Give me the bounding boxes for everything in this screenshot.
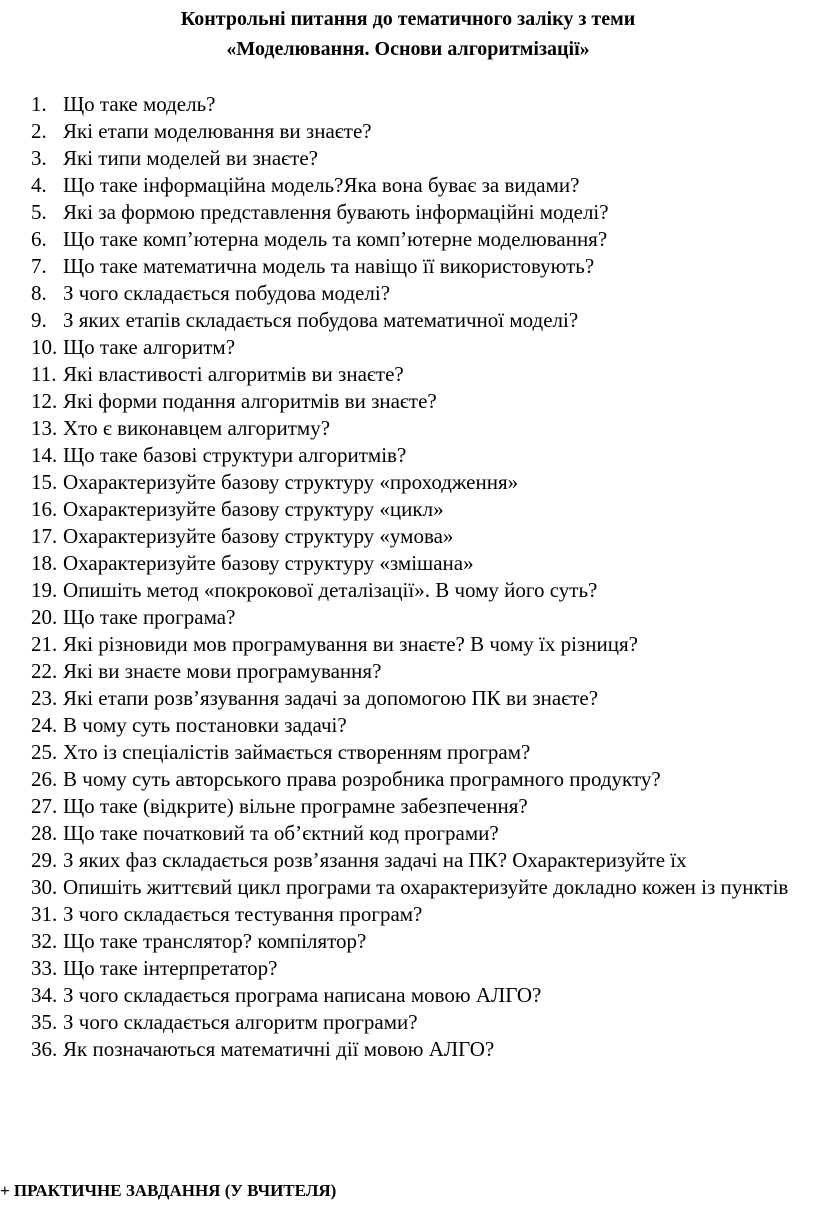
question-item: [0, 901, 816, 928]
question-item: [0, 712, 816, 739]
question-number: 14.: [31, 443, 58, 467]
question-text: Які форми подання алгоритмів ви знаєте?: [63, 389, 437, 413]
question-number: 9.: [31, 308, 47, 332]
question-number: 16.: [31, 497, 58, 521]
question-text: Які властивості алгоритмів ви знаєте?: [63, 362, 404, 386]
question-text: Охарактеризуйте базову структуру «цикл»: [63, 497, 444, 521]
question-item: [0, 307, 816, 334]
question-number: 2.: [31, 119, 47, 143]
question-item: [0, 1009, 816, 1036]
question-text: Які різновиди мов програмування ви знаєте? В чому їх різниця?: [63, 632, 638, 656]
question-text: Що таке (відкрите) вільне програмне забезпечення?: [63, 794, 528, 818]
question-text: Які етапи розв’язування задачі за допомогою ПК ви знаєте?: [63, 686, 599, 710]
question-number: 22.: [31, 659, 58, 683]
question-text: Що таке алгоритм?: [63, 335, 236, 359]
question-text: Які за формою представлення бувають інформаційні моделі?: [63, 200, 609, 224]
question-text: Охарактеризуйте базову структуру «умова»: [63, 524, 454, 548]
question-number: 4.: [31, 173, 47, 197]
question-text: З яких етапів складається побудова математичної моделі?: [63, 308, 579, 332]
question-number: 12.: [31, 389, 58, 413]
question-number: 32.: [31, 929, 58, 953]
question-number: 10.: [31, 335, 58, 359]
question-number: 31.: [31, 902, 58, 926]
question-item: [0, 91, 816, 118]
question-number: 8.: [31, 281, 47, 305]
question-number: 34.: [31, 983, 58, 1007]
question-number: 20.: [31, 605, 58, 629]
question-item: [0, 685, 816, 712]
question-number: 17.: [31, 524, 58, 548]
question-number: 26.: [31, 767, 58, 791]
question-item: [0, 334, 816, 361]
question-text: Хто із спеціалістів займається створенням програм?: [63, 740, 531, 764]
question-text: В чому суть постановки задачі?: [63, 713, 347, 737]
question-item: [0, 415, 816, 442]
question-item: [0, 388, 816, 415]
document-title-line-1: Контрольні питання до тематичного заліку з теми: [180, 8, 636, 30]
question-text: Охарактеризуйте базову структуру «змішана»: [63, 551, 474, 575]
question-item: [0, 118, 816, 145]
question-item: [0, 577, 816, 604]
question-number: 13.: [31, 416, 58, 440]
question-text: Які типи моделей ви знаєте?: [63, 146, 319, 170]
question-item: [0, 739, 816, 766]
question-item: [0, 1036, 816, 1063]
question-item: [0, 253, 816, 280]
question-number: 5.: [31, 200, 47, 224]
question-item: [0, 793, 816, 820]
question-item: [0, 226, 816, 253]
question-text: В чому суть авторського права розробника програмного продукту?: [63, 767, 661, 791]
question-text: Які етапи моделювання ви знаєте?: [63, 119, 372, 143]
question-text: З яких фаз складається розв’язання задачі на ПК? Охарактеризуйте їх: [63, 848, 687, 872]
question-number: 6.: [31, 227, 47, 251]
question-number: 25.: [31, 740, 58, 764]
question-number: 27.: [31, 794, 58, 818]
question-number: 24.: [31, 713, 58, 737]
question-list: [0, 91, 816, 1063]
question-number: 23.: [31, 686, 58, 710]
question-text: Що таке комп’ютерна модель та комп’ютерне моделювання?: [63, 227, 608, 251]
question-number: 18.: [31, 551, 58, 575]
question-item: [0, 280, 816, 307]
question-text: З чого складається алгоритм програми?: [63, 1010, 418, 1034]
question-text: Що таке транслятор? компілятор?: [63, 929, 367, 953]
question-number: 19.: [31, 578, 58, 602]
question-text: Що таке початковий та об’єктний код програми?: [63, 821, 499, 845]
question-number: 35.: [31, 1010, 58, 1034]
question-number: 28.: [31, 821, 58, 845]
question-number: 30.: [31, 875, 58, 899]
question-item: [0, 469, 816, 496]
question-item: [0, 982, 816, 1009]
question-number: 33.: [31, 956, 58, 980]
question-text: Що таке базові структури алгоритмів?: [63, 443, 407, 467]
question-text: Хто є виконавцем алгоритму?: [63, 416, 331, 440]
question-text: Як позначаються математичні дії мовою АЛГО?: [63, 1037, 495, 1061]
question-number: 15.: [31, 470, 58, 494]
question-item: [0, 631, 816, 658]
question-text: Які ви знаєте мови програмування?: [63, 659, 382, 683]
question-item: [0, 766, 816, 793]
practical-task-note: + ПРАКТИЧНЕ ЗАВДАННЯ (У ВЧИТЕЛЯ): [0, 1181, 337, 1200]
question-text: З чого складається програма написана мовою АЛГО?: [63, 983, 542, 1007]
question-text: Опишіть життєвий цикл програми та охарактеризуйте докладно кожен із пунктів: [63, 875, 789, 899]
question-item: [0, 199, 816, 226]
question-item: [0, 496, 816, 523]
question-text: Що таке інтерпретатор?: [63, 956, 278, 980]
question-text: Що таке модель?: [63, 92, 216, 116]
question-number: 29.: [31, 848, 58, 872]
question-number: 21.: [31, 632, 58, 656]
question-item: [0, 604, 816, 631]
question-number: 1.: [31, 92, 47, 116]
question-item: [0, 820, 816, 847]
question-text: Що таке програма?: [63, 605, 236, 629]
question-text: Що таке математична модель та навіщо її використовують?: [63, 254, 595, 278]
question-number: 7.: [31, 254, 47, 278]
question-item: [0, 928, 816, 955]
question-number: 36.: [31, 1037, 58, 1061]
question-item: [0, 550, 816, 577]
question-number: 11.: [31, 362, 57, 386]
question-item: [0, 847, 816, 874]
question-item: [0, 658, 816, 685]
question-text: З чого складається побудова моделі?: [63, 281, 391, 305]
question-item: [0, 955, 816, 982]
question-text: Охарактеризуйте базову структуру «проходження»: [63, 470, 519, 494]
question-text: З чого складається тестування програм?: [63, 902, 423, 926]
question-item: [0, 874, 816, 901]
question-item: [0, 361, 816, 388]
question-text: Що таке інформаційна модель?Яка вона буває за видами?: [63, 173, 580, 197]
question-item: [0, 442, 816, 469]
question-text: Опишіть метод «покрокової деталізації». В чому його суть?: [63, 578, 598, 602]
document-title-line-2: «Моделювання. Основи алгоритмізації»: [226, 38, 590, 60]
question-item: [0, 172, 816, 199]
question-item: [0, 523, 816, 550]
question-item: [0, 145, 816, 172]
question-number: 3.: [31, 146, 47, 170]
